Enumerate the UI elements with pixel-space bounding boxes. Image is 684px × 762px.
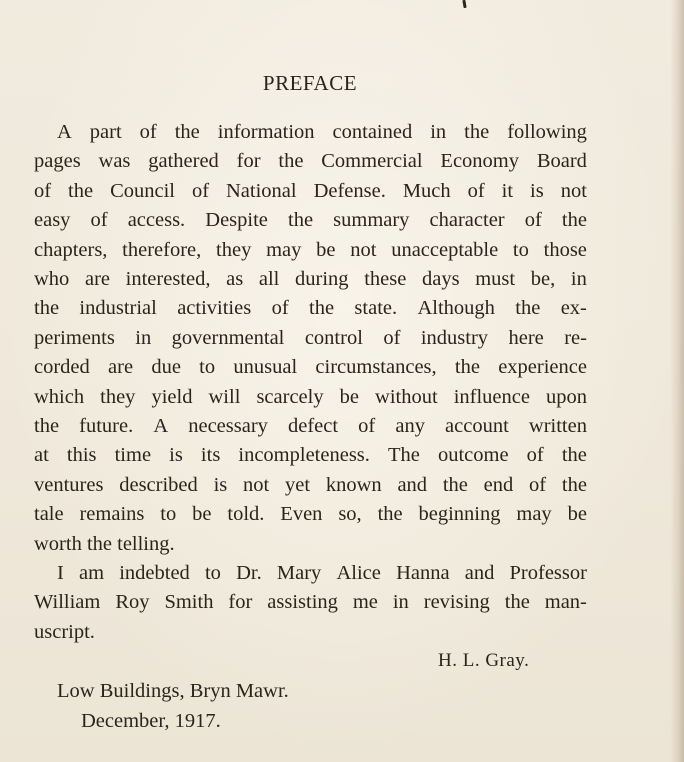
word: so, (338, 503, 362, 526)
body-line (57, 118, 587, 146)
word: who (34, 268, 70, 290)
word: of (529, 473, 547, 496)
word: must (475, 268, 516, 290)
word: in (570, 268, 587, 290)
word: and (464, 562, 495, 584)
word: is (213, 473, 228, 496)
word: beginning (418, 503, 501, 526)
word: of (34, 179, 52, 202)
word: periments (34, 326, 115, 349)
word: of (191, 179, 210, 202)
word: future. (79, 415, 134, 437)
word: Roy (115, 591, 150, 614)
word: circumstances, (315, 356, 437, 379)
word: easy (34, 209, 71, 232)
word: Much (402, 179, 451, 202)
word: in (135, 326, 152, 349)
word: be (192, 503, 212, 526)
word: as (226, 268, 244, 290)
word: experience (498, 356, 587, 379)
word: National (226, 179, 297, 202)
word: not (350, 238, 377, 261)
word: in (430, 121, 447, 143)
word: will (208, 385, 241, 408)
word: without (375, 385, 438, 408)
word: be (567, 503, 587, 526)
word: Defense. (313, 179, 386, 202)
word: all (258, 268, 280, 290)
word: defect (288, 415, 339, 437)
word: Economy (440, 150, 519, 173)
word: any (395, 415, 425, 437)
word: of (358, 415, 376, 437)
word: to (512, 238, 529, 261)
word: Despite (205, 209, 268, 232)
word: the (34, 415, 60, 437)
word: access. (127, 209, 186, 232)
word: was (98, 150, 131, 173)
word: be (316, 238, 336, 261)
word: for (236, 150, 261, 173)
word: scarcely (256, 385, 324, 408)
word: the (504, 591, 530, 614)
word: state. (354, 297, 398, 320)
word: incompleteness. (238, 444, 370, 467)
word: at (34, 444, 49, 467)
word: be, (530, 268, 556, 290)
word: Dr. (236, 562, 262, 584)
body-line (34, 353, 587, 381)
word: Professor (509, 562, 587, 584)
word: necessary (188, 415, 268, 437)
word: of (90, 209, 108, 232)
word: due (151, 356, 181, 379)
word: which (34, 385, 85, 408)
word: man- (544, 591, 587, 614)
word: yield (151, 385, 193, 408)
ink-mark (462, 0, 466, 8)
word: of (526, 444, 544, 467)
preface-title: PREFACE (262, 71, 358, 95)
word: A (57, 121, 72, 143)
word: contained (332, 121, 413, 143)
word: not (243, 473, 270, 496)
body-line (34, 500, 587, 528)
word: the (442, 473, 468, 496)
word: outcome (437, 444, 509, 467)
word: to (199, 356, 216, 379)
word: A (153, 415, 169, 437)
word: William (34, 591, 101, 614)
word: influence (453, 385, 530, 408)
word: the (278, 150, 304, 173)
word: this (66, 444, 97, 467)
page-edge-shadow (670, 0, 684, 762)
word: the (561, 209, 587, 232)
word: ex- (560, 297, 587, 320)
word: the (68, 179, 94, 202)
word: not (560, 179, 587, 202)
word: character (429, 209, 505, 232)
word: they (216, 238, 252, 261)
word: Alice (336, 562, 381, 584)
body-line (34, 265, 587, 293)
word: The (388, 444, 420, 467)
word: indebted (119, 562, 190, 584)
word: written (528, 415, 587, 437)
word: tale (34, 503, 64, 526)
word: am (79, 562, 105, 584)
word: industry (420, 326, 489, 349)
author-signature: H. L. Gray. (438, 650, 530, 671)
word: Although (417, 297, 495, 320)
word: the (464, 121, 490, 143)
word: of (139, 121, 157, 143)
word: the (561, 473, 587, 496)
word: the (34, 297, 60, 320)
word: told. (227, 503, 265, 526)
word: those (543, 238, 587, 261)
word: upon (546, 385, 587, 408)
word: for (228, 591, 253, 614)
body-line (57, 559, 587, 587)
word: known (325, 473, 382, 496)
word: activities (177, 297, 252, 320)
word: are (108, 356, 134, 379)
word: the (454, 356, 480, 379)
body-line (34, 471, 587, 499)
word: of (467, 179, 485, 202)
place-line: Low Buildings, Bryn Mawr. (57, 680, 289, 702)
body-line (34, 441, 587, 469)
word: gathered (148, 150, 219, 173)
word: days (422, 268, 460, 290)
word: may (266, 238, 302, 261)
word: revising (423, 591, 490, 614)
body-line (34, 147, 587, 175)
body-line (34, 177, 587, 205)
body-line: worth the telling. (34, 532, 175, 555)
word: information (217, 121, 315, 143)
word: the (515, 297, 541, 320)
word: yet (285, 473, 311, 496)
word: are (84, 268, 110, 290)
word: Mary (276, 562, 322, 584)
word: me (352, 591, 378, 614)
word: be (339, 385, 359, 408)
word: here (508, 326, 544, 349)
word: the (288, 209, 314, 232)
word: time (114, 444, 152, 467)
word: remains (79, 503, 145, 526)
word: the (377, 503, 403, 526)
word: unusual (233, 356, 298, 379)
body-line (34, 236, 587, 264)
word: to (204, 562, 221, 584)
word: of (524, 209, 542, 232)
word: corded (34, 356, 90, 379)
word: and (397, 473, 428, 496)
word: the (561, 444, 587, 467)
word: ventures (34, 473, 104, 496)
word: Council (110, 179, 175, 202)
word: part (89, 121, 122, 143)
body-line (34, 324, 587, 352)
body-line: uscript. (34, 620, 95, 643)
word: of (383, 326, 401, 349)
word: I (57, 562, 64, 584)
word: is (530, 179, 544, 202)
word: the (309, 297, 335, 320)
word: assisting (267, 591, 338, 614)
word: during (295, 268, 349, 290)
word: end (483, 473, 514, 496)
body-line (34, 588, 587, 616)
word: the (174, 121, 200, 143)
word: account (445, 415, 509, 437)
word: pages (34, 150, 81, 173)
word: re- (564, 326, 587, 349)
word: Hanna (396, 562, 450, 584)
word: its (200, 444, 221, 467)
body-line (34, 206, 587, 234)
word: governmental (171, 326, 285, 349)
word: Board (536, 150, 587, 173)
word: may (516, 503, 552, 526)
word: summary (333, 209, 410, 232)
word: it (501, 179, 514, 202)
word: control (304, 326, 363, 349)
word: interested, (125, 268, 211, 290)
word: Commercial (321, 150, 423, 173)
word: of (271, 297, 289, 320)
word: Smith (164, 591, 214, 614)
date-line: December, 1917. (81, 710, 221, 732)
body-line (34, 294, 587, 322)
word: is (169, 444, 183, 467)
word: following (507, 121, 587, 143)
word: unacceptable (391, 238, 499, 261)
word: therefore, (122, 238, 202, 261)
word: industrial (79, 297, 157, 320)
word: in (392, 591, 409, 614)
body-line (34, 383, 587, 411)
word: described (119, 473, 198, 496)
body-line (34, 412, 587, 440)
word: these (364, 268, 407, 290)
word: they (100, 385, 136, 408)
word: chapters, (34, 238, 108, 261)
word: Even (280, 503, 323, 526)
word: to (160, 503, 177, 526)
